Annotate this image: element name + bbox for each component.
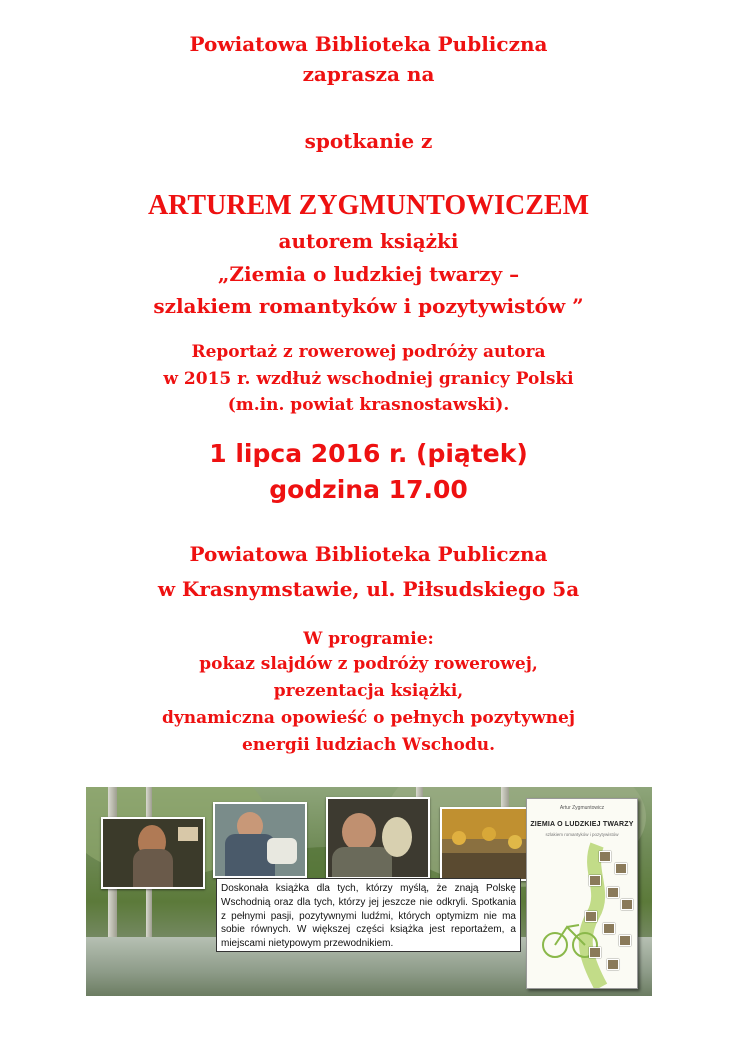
promo-banner-image [86, 787, 652, 996]
venue-line1: Powiatowa Biblioteka Publiczna [189, 542, 548, 566]
photo-egg-artist [326, 797, 430, 879]
meeting-text: spotkanie z [304, 129, 433, 153]
book-cover-subtitle: szlakiem romantyków i pozytywistów [545, 832, 619, 837]
description-line3: (m.in. powiat krasnostawski). [227, 395, 510, 415]
event-time: godzina 17.00 [269, 475, 468, 504]
photo-bearded-man [101, 817, 205, 889]
photo-mud-game [440, 807, 538, 881]
invite-text: zaprasza na [302, 62, 435, 86]
author-role: autorem książki [278, 229, 459, 253]
description-line1: Reportaż z rowerowej podróży autora [191, 342, 546, 362]
venue-line2: w Krasnymstawie, ul. Piłsudskiego 5a [157, 577, 580, 601]
author-name: ARTUREM ZYGMUNTOWICZEM [147, 190, 590, 221]
book-title-line1: „Ziemia o ludzkiej twarzy – [217, 262, 520, 286]
program-item: energii ludziach Wschodu. [241, 735, 495, 755]
photo-potter [213, 802, 307, 878]
book-blurb: Doskonała książka dla tych, którzy myślą, że znają Polskę Wschodnią oraz dla tych, którzy jej jeszcze nie odkryli. Spotkania z pełnymi pasji, pozytywnymi ludźmi, których optymizm nie ma sobie równych. W większej części książka jest reportażem, a miejscami nietypowym przewodnikiem. [216, 878, 521, 952]
program-item: pokaz slajdów z podróży rowerowej, [199, 654, 538, 674]
description-line2: w 2015 r. wzdłuż wschodniej granicy Polski [163, 369, 574, 389]
program-item: dynamiczna opowieść o pełnych pozytywnej [161, 708, 575, 728]
program-item: prezentacja książki, [273, 681, 464, 701]
book-title-line2: szlakiem romantyków i pozytywistów ” [153, 294, 584, 318]
organizer-name: Powiatowa Biblioteka Publiczna [189, 32, 548, 56]
event-date: 1 lipca 2016 r. (piątek) [209, 439, 528, 468]
book-cover-title: ZIEMIA O LUDZKIEJ TWARZY [530, 821, 634, 828]
program-heading: W programie: [303, 629, 434, 649]
book-cover-author: Artur Zygmuntowicz [559, 805, 605, 811]
book-cover [526, 798, 638, 989]
